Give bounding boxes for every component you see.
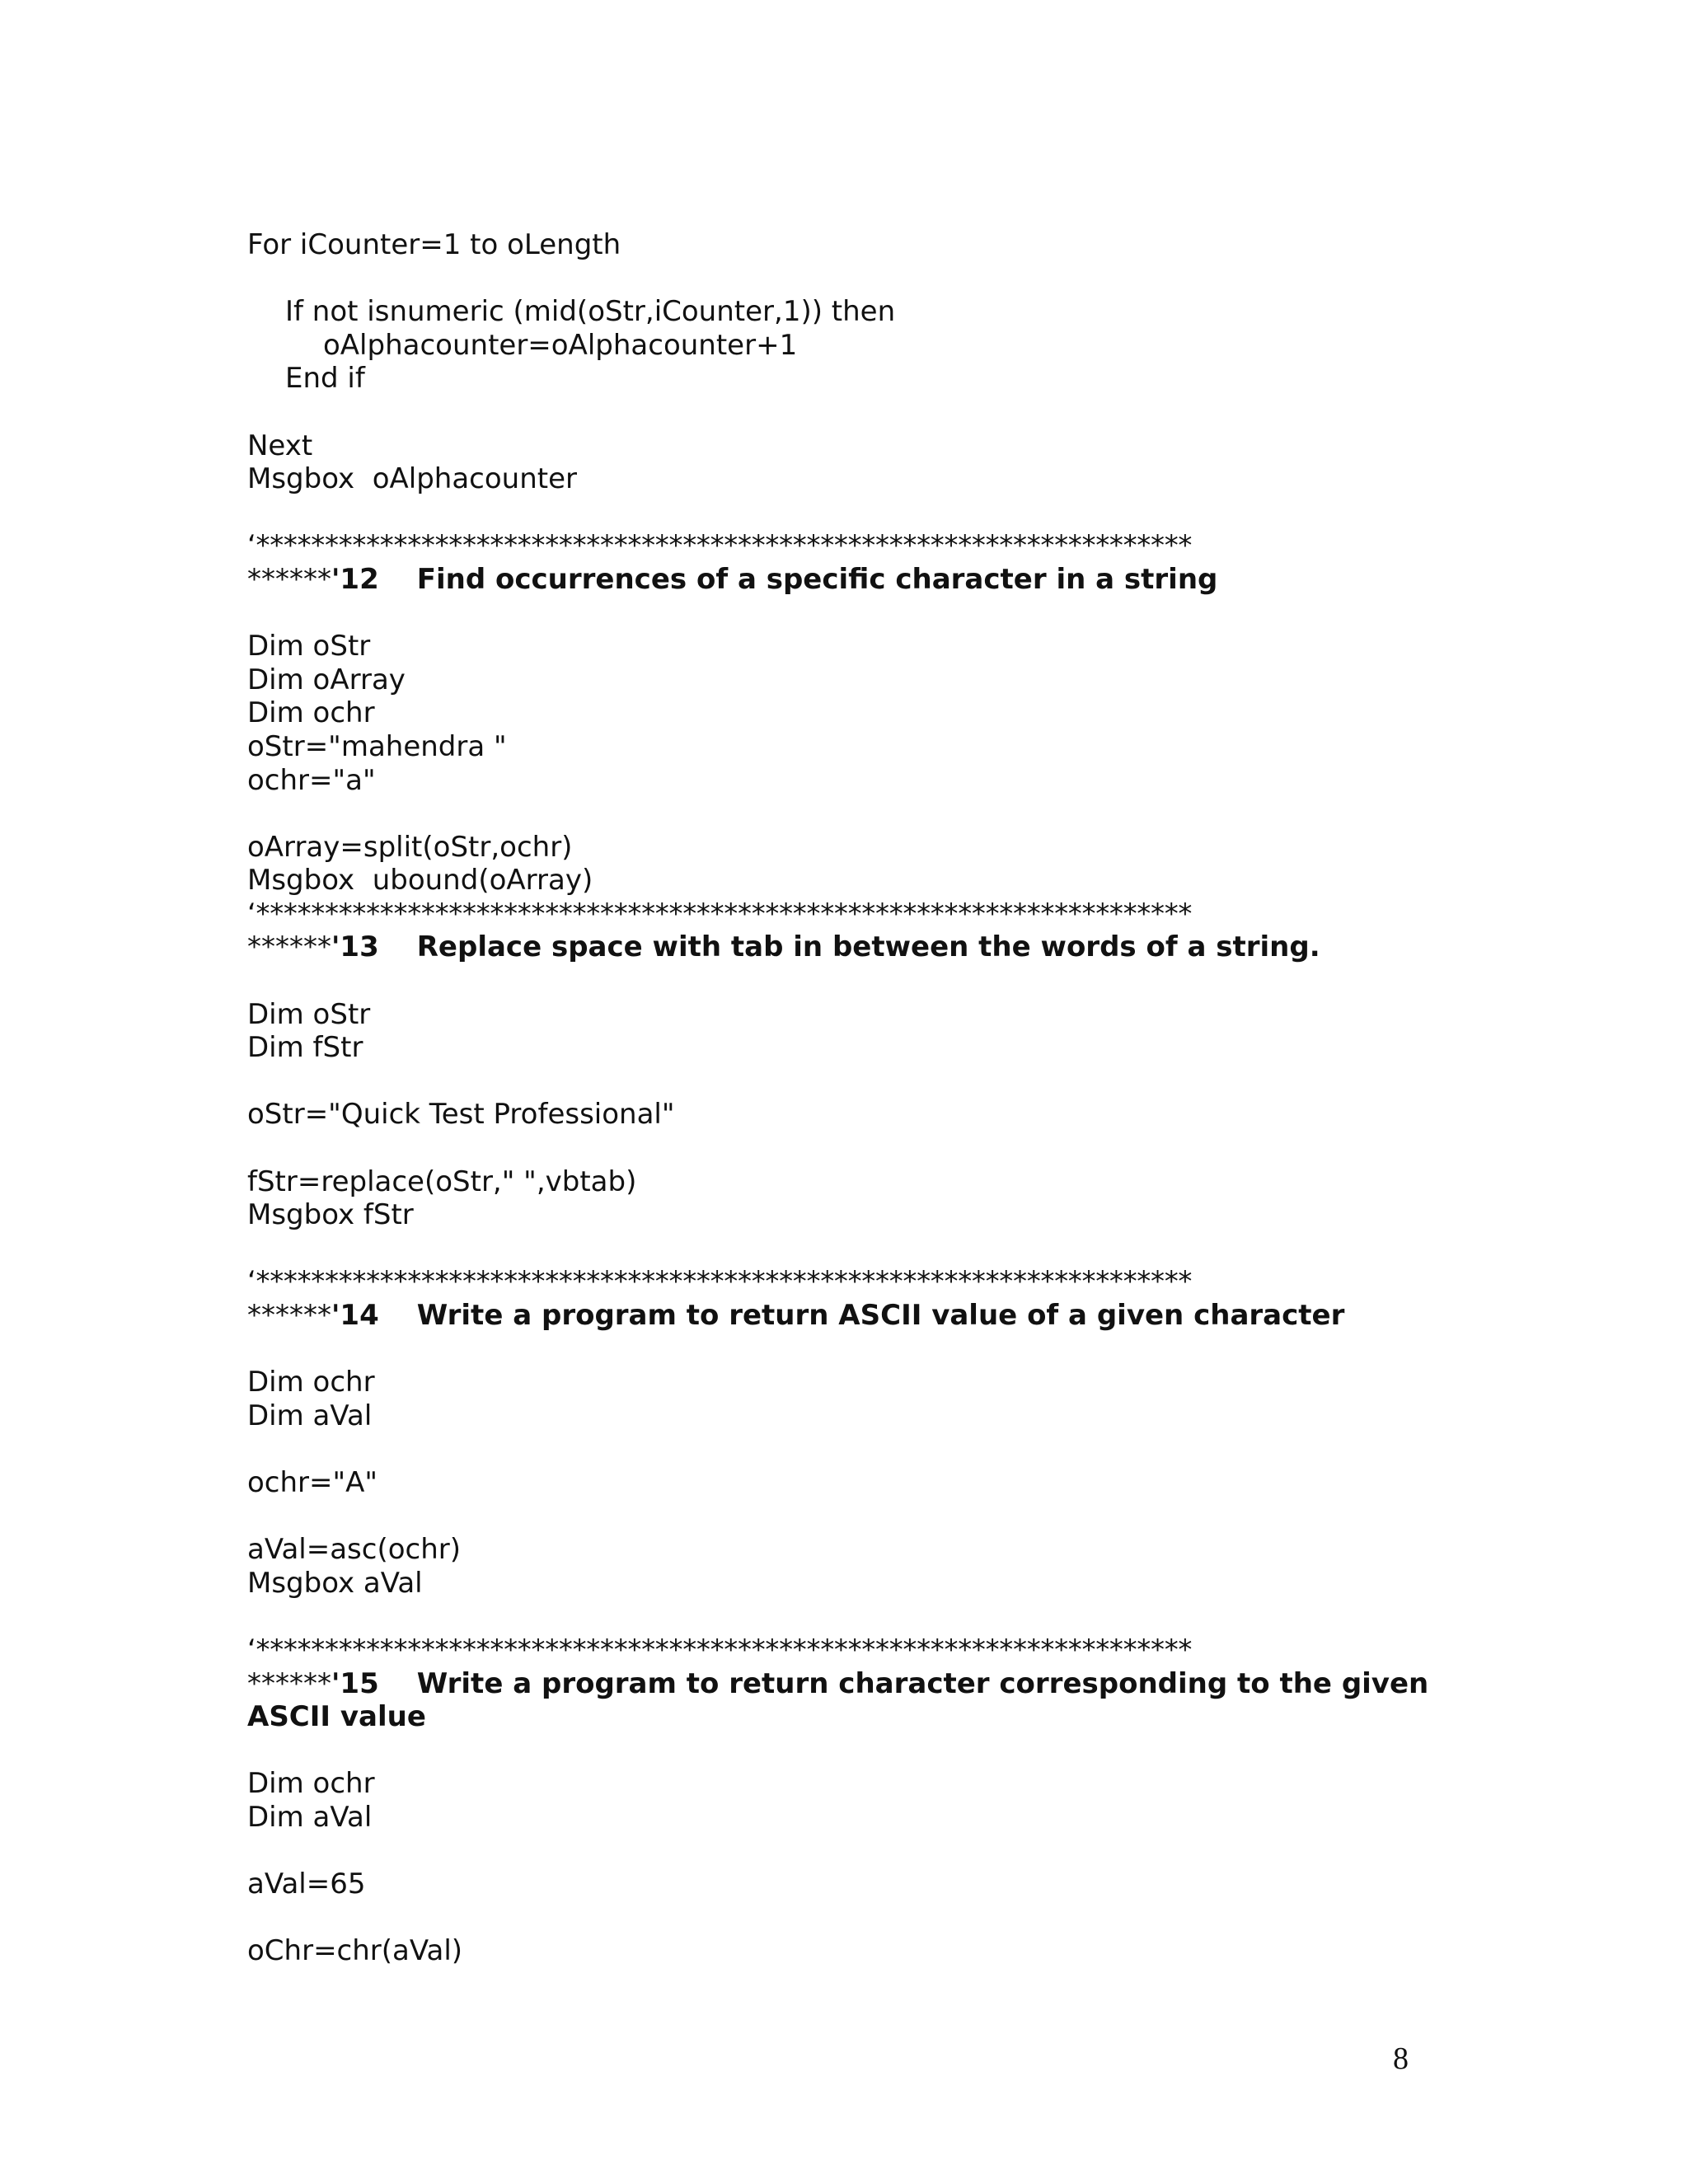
code-line: Dim ochr [247,696,375,730]
code-line: Msgbox aVal [247,1566,423,1600]
code-line: Dim fStr [247,1031,363,1065]
heading-title: Replace space with tab in between the words of a string. [416,930,1320,964]
section-heading-15-continued: ASCII value [247,1700,426,1734]
code-line: If not isnumeric (mid(oStr,iCounter,1)) then [285,295,896,329]
blank-line [247,1333,1467,1366]
code-line: Dim aVal [247,1800,373,1834]
code-line: ochr="A" [247,1465,378,1499]
blank-line [247,496,1467,530]
heading-number: '15 [331,1666,379,1700]
code-line: oChr=chr(aVal) [247,1934,463,1968]
section-heading-12 [247,563,1467,597]
heading-stars: ****** [247,1299,331,1332]
code-line: For iCounter=1 to oLength [247,228,621,261]
heading-number: '13 [331,930,379,964]
blank-line [247,1432,1467,1466]
separator-line: ‘******************************************************************** [247,1633,1193,1666]
blank-line [247,1835,1467,1868]
heading-stars: ****** [247,562,331,596]
code-line: fStr=replace(oStr," ",vbtab) [247,1165,637,1198]
blank-line [247,1232,1467,1266]
heading-stars: ****** [247,930,331,964]
heading-number: '12 [331,562,379,596]
code-line: Next [247,429,313,462]
code-line: aVal=65 [247,1868,366,1901]
code-line: Msgbox fStr [247,1198,414,1232]
blank-line [247,1734,1467,1768]
code-line: Dim aVal [247,1399,373,1432]
code-line: aVal=asc(ochr) [247,1533,462,1567]
code-line: End if [285,362,365,396]
blank-line [247,797,1467,831]
code-line: oStr="mahendra " [247,729,507,763]
blank-line [247,1132,1467,1165]
page-content [247,228,1467,1968]
heading-stars: ****** [247,1666,331,1700]
blank-line [247,1600,1467,1633]
code-line: Dim ochr [247,1366,375,1399]
code-line: Msgbox ubound(oArray) [247,864,593,898]
heading-title: Find occurrences of a specific character in a string [416,562,1218,596]
separator-line: ‘******************************************************************** [247,897,1193,930]
heading-title: Write a program to return ASCII value of a given character [416,1299,1345,1332]
code-line: ochr="a" [247,763,376,797]
section-heading-15 [247,1667,1467,1701]
section-heading-13 [247,930,1467,964]
blank-line [247,1901,1467,1935]
section-heading-14 [247,1299,1467,1333]
code-line: Dim ochr [247,1767,375,1801]
blank-line [247,396,1467,429]
separator-line: ‘******************************************************************** [247,529,1193,563]
separator-line: ‘******************************************************************** [247,1265,1193,1299]
blank-line [247,1500,1467,1534]
code-line: Dim oStr [247,997,371,1031]
code-line: Dim oStr [247,630,371,663]
code-line: Msgbox oAlphacounter [247,462,577,496]
code-line: Dim oArray [247,663,406,696]
code-line: oArray=split(oStr,ochr) [247,830,573,864]
page-number: 8 [1393,2041,1409,2076]
heading-number: '14 [331,1299,379,1332]
blank-line [247,597,1467,630]
blank-line [247,1065,1467,1099]
code-line: oStr="Quick Test Professional" [247,1098,675,1132]
code-line: oAlphacounter=oAlphacounter+1 [323,328,798,362]
blank-line [247,262,1467,296]
blank-line [247,964,1467,998]
heading-title: Write a program to return character corresponding to the given [416,1666,1429,1700]
